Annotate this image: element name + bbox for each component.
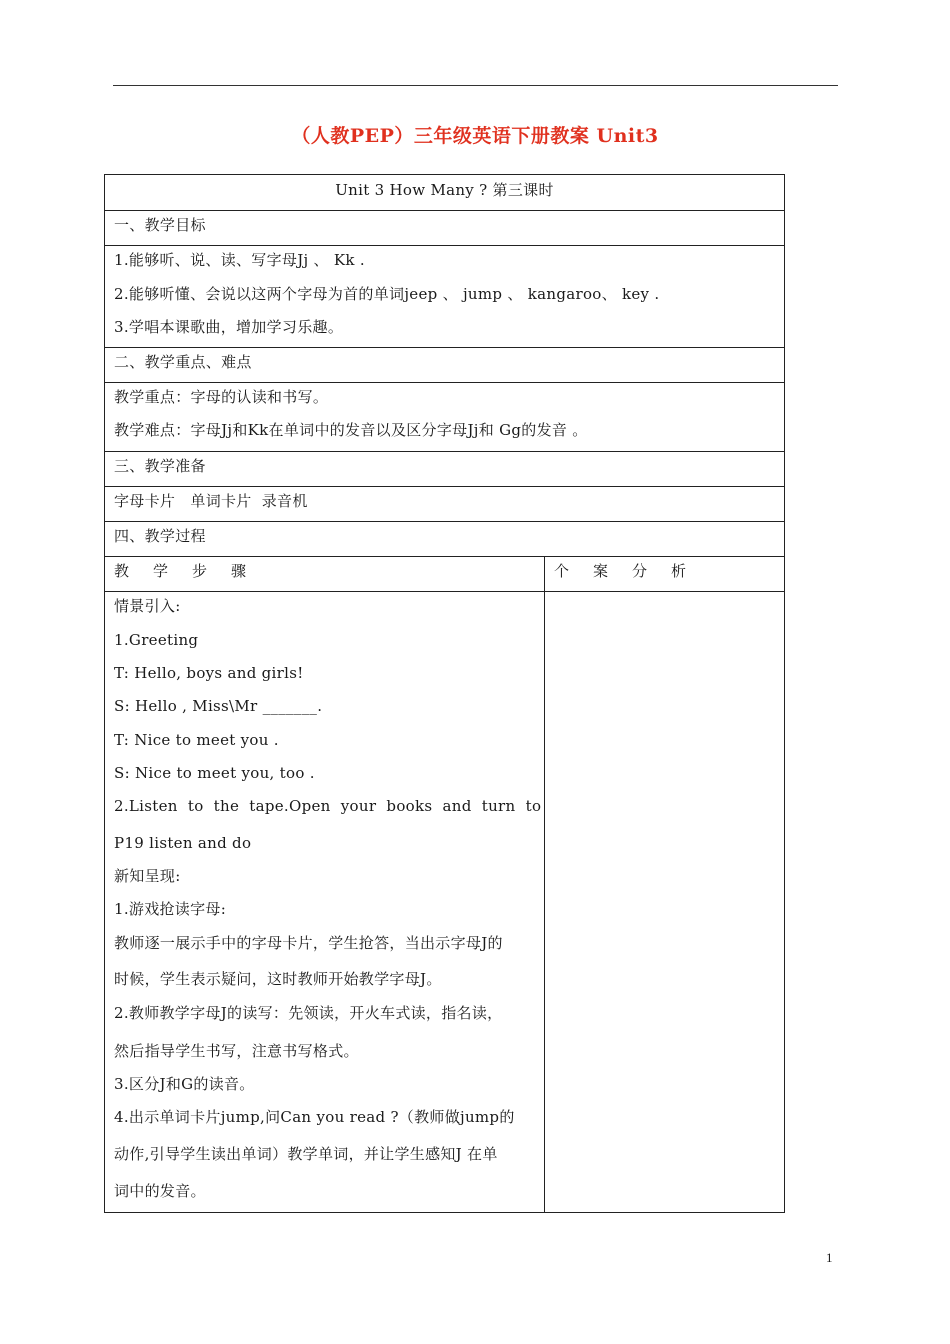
row-divider [105,556,784,557]
lesson-plan-table [104,174,785,1213]
process-line: 1.Greeting [114,631,199,649]
process-line: S: Hello , Miss\Mr _______. [114,697,323,715]
process-line: 情景引入: [114,597,181,615]
steps-column-header: 教学步骤 [114,562,271,580]
row-divider [105,347,784,348]
key-point-item: 教学难点：字母Jj和Kk在单词中的发音以及区分字母Jj和 Gg的发音 。 [114,421,588,439]
objectives-heading: 一、教学目标 [114,216,206,234]
process-line: 4.出示单词卡片jump,问Can you read ?（教师做jump的 [114,1108,515,1126]
row-divider [105,382,784,383]
process-line: 3.区分J和G的读音。 [114,1075,255,1093]
key-point-item: 教学重点：字母的认读和书写。 [114,388,329,406]
row-divider [105,245,784,246]
objective-item: 1.能够听、说、读、写字母Jj 、 Kk . [114,251,365,269]
header-rule [113,85,838,86]
process-line: T: Nice to meet you . [114,731,279,749]
row-divider [105,591,784,592]
objective-item: 3.学唱本课歌曲，增加学习乐趣。 [114,318,344,336]
preparation-text: 字母卡片 单词卡片 录音机 [114,492,308,510]
process-line: 词中的发音。 [114,1182,206,1200]
row-divider [105,486,784,487]
process-line: 然后指导学生书写，注意书写格式。 [114,1042,359,1060]
key-points-heading: 二、教学重点、难点 [114,353,252,371]
process-line: T: Hello, boys and girls! [114,664,304,682]
process-line: 2.Listen to the tape.Open your books and turn to [114,797,542,815]
process-heading: 四、教学过程 [114,527,206,545]
lesson-heading: Unit 3 How Many ? 第三课时 [335,181,554,199]
analysis-column-header: 个案分析 [554,562,711,580]
column-divider [544,556,545,1213]
preparation-heading: 三、教学准备 [114,457,206,475]
process-line: 新知呈现: [114,867,181,885]
process-line: S: Nice to meet you, too . [114,764,315,782]
page-number: 1 [826,1250,833,1265]
process-line: P19 listen and do [114,834,252,852]
objective-item: 2.能够听懂、会说以这两个字母为首的单词jeep 、 jump 、 kangaroo、 key . [114,285,660,303]
row-divider [105,451,784,452]
process-line: 时候，学生表示疑问，这时教师开始教学字母J。 [114,970,442,988]
process-line: 动作,引导学生读出单词）教学单词，并让学生感知J 在单 [114,1145,498,1163]
process-line: 1.游戏抢读字母: [114,900,227,918]
row-divider [105,521,784,522]
process-line: 教师逐一展示手中的字母卡片，学生抢答，当出示字母J的 [114,934,503,952]
process-line: 2.教师教学字母J的读写：先领读，开火车式读，指名读， [114,1004,503,1022]
document-title: （人教PEP）三年级英语下册教案 Unit3 [291,125,659,147]
row-divider [105,210,784,211]
